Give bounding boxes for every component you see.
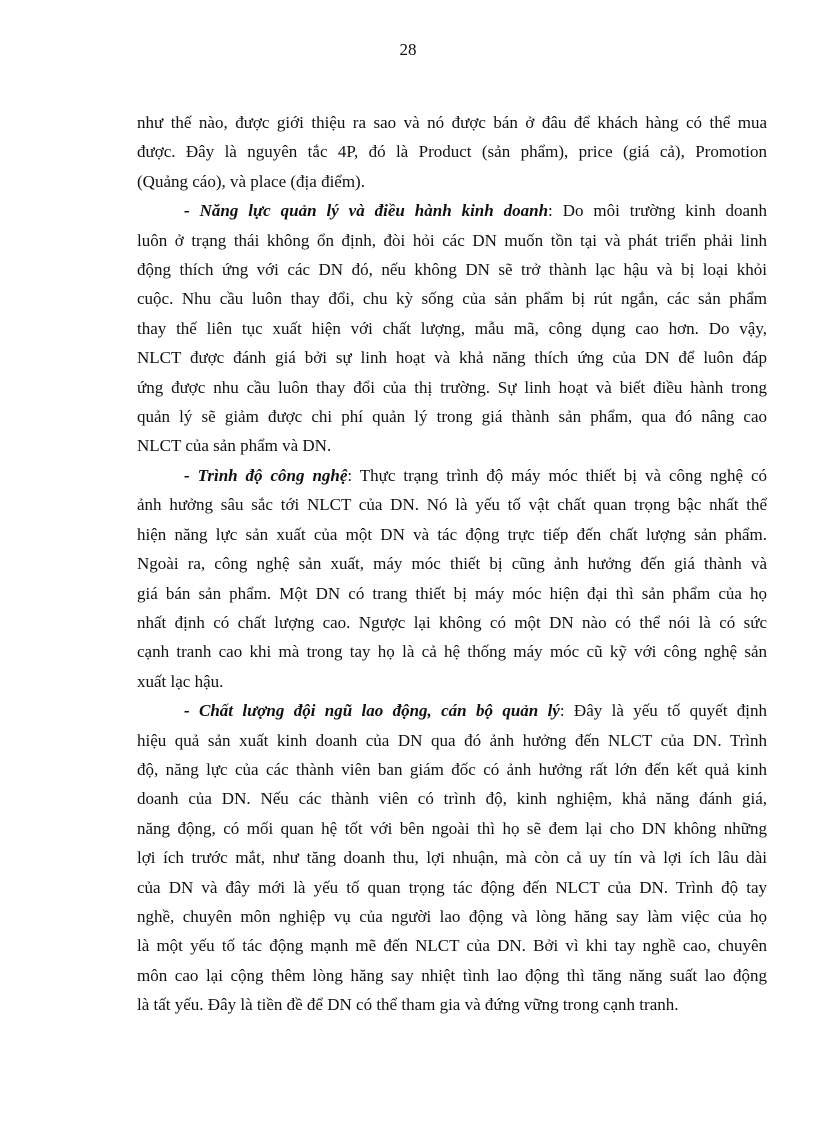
text-line: giá bán sản phẩm. Một DN có trang thiết bị máy móc hiện đại thì sản phẩm của họ <box>137 583 767 603</box>
text-line: môn cao lại cộng thêm lòng hăng say nhiệt tình lao động thì tăng năng suất lao động <box>137 965 767 985</box>
text-line <box>137 696 767 725</box>
text-line: xuất lạc hậu. <box>137 671 224 691</box>
text-line: của DN và đây mới là yếu tố quan trọng tác động đến NLCT của DN. Trình độ tay <box>137 877 767 897</box>
text-line: nghề, chuyên môn nghiệp vụ của người lao động và lòng hăng say làm việc của họ <box>137 906 767 926</box>
page-number: 28 <box>399 40 417 59</box>
text-line: (Quảng cáo), và place (địa điểm). <box>137 171 365 191</box>
heading-continuation: : Thực trạng trình độ máy móc thiết bị và công nghệ có <box>347 465 767 485</box>
text-line <box>137 461 767 490</box>
heading-continuation: : Đây là yếu tố quyết định <box>559 701 768 721</box>
text-line: là tất yếu. Đây là tiền đề để DN có thể tham gia và đứng vững trong cạnh tranh. <box>137 995 679 1015</box>
text-line <box>137 196 767 225</box>
text-line: thay thế liên tục xuất hiện với chất lượng, mẫu mã, công dụng cao hơn. Do vậy, <box>137 318 767 338</box>
text-line: cạnh tranh cao khi mà trong tay họ là cả hệ thống máy móc cũ kỹ với công nghệ sản <box>137 642 767 662</box>
text-line: ảnh hưởng sâu sắc tới NLCT của DN. Nó là yếu tố vật chất quan trọng bậc nhất thể <box>137 495 767 515</box>
text-line: độ, năng lực của các thành viên ban giám đốc có ảnh hưởng rất lớn đến kết quả kinh <box>137 759 767 779</box>
text-line: luôn ở trạng thái không ổn định, đòi hỏi các DN muốn tồn tại và phát triển phải linh <box>137 230 767 250</box>
paragraph <box>137 196 767 461</box>
heading-continuation: : Do môi trường kinh doanh <box>548 201 767 221</box>
text-line: cuộc. Nhu cầu luôn thay đổi, chu kỳ sống của sản phẩm bị rút ngắn, các sản phẩm <box>137 289 767 309</box>
text-line: NLCT của sản phẩm và DN. <box>137 436 332 456</box>
text-line: như thế nào, được giới thiệu ra sao và nó được bán ở đâu để khách hàng có thể mua <box>137 113 767 132</box>
text-line: hiệu quả sản xuất kinh doanh của DN qua đó ảnh hưởng đến NLCT của DN. Trình <box>137 730 767 750</box>
text-line: nhất định có chất lượng cao. Ngược lại không có một DN nào có thể nói là có sức <box>137 612 767 632</box>
paragraph <box>137 696 767 1019</box>
text-line: hiện năng lực sản xuất của một DN và tác động trực tiếp đến chất lượng sản phẩm. <box>137 524 767 544</box>
text-line: được. Đây là nguyên tắc 4P, đó là Product (sản phẩm), price (giá cả), Promotion <box>137 142 767 162</box>
paragraph <box>137 461 767 696</box>
text-line: động thích ứng với các DN đó, nếu không DN sẽ trở thành lạc hậu và bị loại khỏi <box>137 260 767 280</box>
paragraph-heading: - Năng lực quản lý và điều hành kinh doanh <box>184 201 549 221</box>
document-body <box>137 108 767 1020</box>
text-line: năng động, có mối quan hệ tốt với bên ngoài thì họ sẽ đem lại cho DN không những <box>137 818 767 838</box>
paragraph-heading: - Trình độ công nghệ <box>184 465 348 485</box>
text-line: Ngoài ra, công nghệ sản xuất, máy móc thiết bị cũng ảnh hưởng đến giá thành và <box>137 554 767 574</box>
text-line: ứng được nhu cầu luôn thay đổi của thị trường. Sự linh hoạt và biết điều hành trong <box>137 377 767 397</box>
text-line: là một yếu tố tác động mạnh mẽ đến NLCT của DN. Bởi vì khi tay nghề cao, chuyên <box>137 936 767 956</box>
text-line: doanh của DN. Nếu các thành viên có trình độ, kinh nghiệm, khả năng đánh giá, <box>137 789 767 809</box>
text-line: quản lý sẽ giảm được chi phí quản lý trong giá thành sản phẩm, qua đó nâng cao <box>137 407 767 427</box>
paragraph <box>137 108 767 196</box>
paragraph-heading: - Chất lượng đội ngũ lao động, cán bộ quản lý <box>184 701 560 721</box>
text-line: NLCT được đánh giá bởi sự linh hoạt và khả năng thích ứng của DN để luôn đáp <box>137 348 767 368</box>
text-line: lợi ích trước mắt, như tăng doanh thu, lợi nhuận, mà còn cả uy tín và lợi ích lâu dài <box>137 848 767 868</box>
